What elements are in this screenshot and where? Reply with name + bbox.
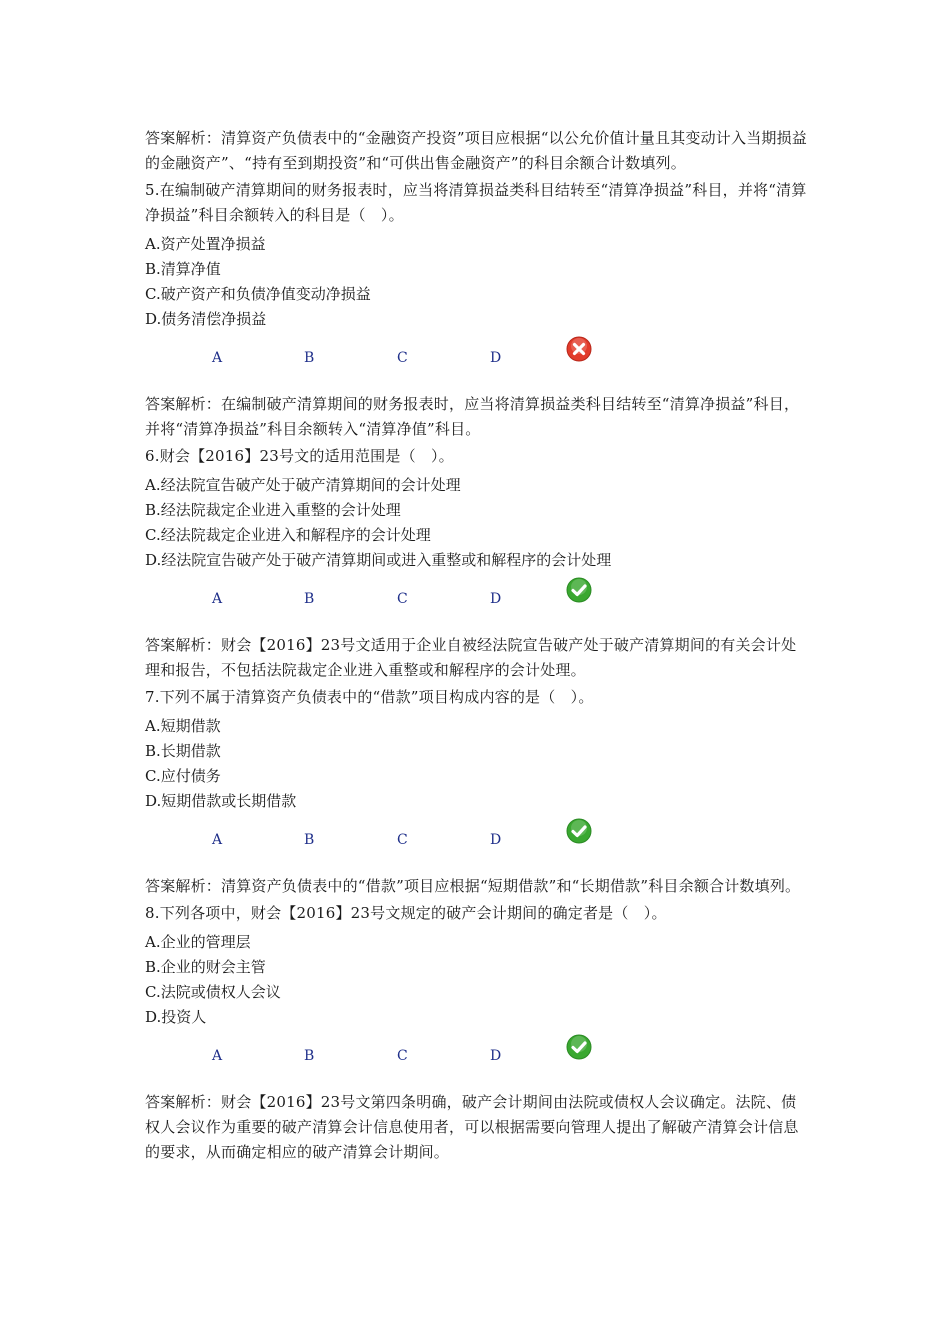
option-a: A.短期借款 [145, 717, 221, 735]
choice-c[interactable]: C [397, 350, 408, 366]
question-block-7 [145, 685, 810, 899]
question-text: 6.财会【2016】23号文的适用范围是（ ）。 [145, 447, 454, 465]
choice-b[interactable]: B [304, 591, 315, 607]
answer-analysis: 答案解析：清算资产负债表中的“金融资产投资”项目应根据“以公允价值计量且其变动计入当期损益的金融资产”、“持有至到期投资”和“可供出售金融资产”的科目余额合计数填列。 [145, 129, 808, 172]
answer-analysis: 答案解析：财会【2016】23号文第四条明确，破产会计期间由法院或债权人会议确定。法院、债权人会议作为重要的破产清算会计信息使用者，可以根据需要向管理人提出了解破产清算会计信息的要求，从而确定相应的破产清算会计期间。 [145, 1093, 799, 1161]
choice-a[interactable]: A [212, 1048, 223, 1064]
question-block-6 [145, 444, 810, 683]
choice-c[interactable]: C [397, 832, 408, 848]
answer-analysis: 答案解析：清算资产负债表中的“借款”项目应根据“短期借款”和“长期借款”科目余额合计数填列。 [145, 877, 801, 895]
x-circle-icon [566, 336, 592, 362]
option-c: C.应付债务 [145, 767, 221, 785]
option-c: C.法院或债权人会议 [145, 983, 281, 1001]
question-block-8 [145, 901, 810, 1165]
option-c: C.经法院裁定企业进入和解程序的会计处理 [145, 526, 431, 544]
option-b: B.企业的财会主管 [145, 958, 266, 976]
answer-analysis: 答案解析：在编制破产清算期间的财务报表时，应当将清算损益类科目结转至“清算净损益”科目，并将“清算净损益”科目余额转入“清算净值”科目。 [145, 395, 800, 438]
choice-d[interactable]: D [490, 350, 502, 366]
option-a: A.资产处置净损益 [145, 235, 266, 253]
answer-choices [145, 577, 810, 619]
answer-analysis: 答案解析：财会【2016】23号文适用于企业自被经法院宣告破产处于破产清算期间的有关会计处理和报告，不包括法院裁定企业进入重整或和解程序的会计处理。 [145, 636, 797, 679]
answer-choices [145, 336, 810, 378]
choice-b[interactable]: B [304, 832, 315, 848]
choice-c[interactable]: C [397, 1048, 408, 1064]
document-page [145, 126, 810, 1167]
check-circle-icon [566, 818, 592, 844]
question-text: 7.下列不属于清算资产负债表中的“借款”项目构成内容的是（ ）。 [145, 688, 594, 706]
answer-choices [145, 1034, 810, 1076]
choice-d[interactable]: D [490, 832, 502, 848]
option-d: D.债务清偿净损益 [145, 310, 267, 328]
option-b: B.长期借款 [145, 742, 221, 760]
option-b: B.经法院裁定企业进入重整的会计处理 [145, 501, 401, 519]
option-d: D.经法院宣告破产处于破产清算期间或进入重整或和解程序的会计处理 [145, 551, 612, 569]
choice-c[interactable]: C [397, 591, 408, 607]
question-text: 5.在编制破产清算期间的财务报表时，应当将清算损益类科目结转至“清算净损益”科目，并将“清算净损益”科目余额转入的科目是（ ）。 [145, 181, 807, 224]
option-b: B.清算净值 [145, 260, 221, 278]
option-c: C.破产资产和负债净值变动净损益 [145, 285, 371, 303]
question-text: 8.下列各项中，财会【2016】23号文规定的破产会计期间的确定者是（ ）。 [145, 904, 667, 922]
choice-d[interactable]: D [490, 591, 502, 607]
option-a: A.经法院宣告破产处于破产清算期间的会计处理 [145, 476, 461, 494]
choice-a[interactable]: A [212, 832, 223, 848]
question-block-5 [145, 178, 810, 442]
check-circle-icon [566, 1034, 592, 1060]
choice-a[interactable]: A [212, 350, 223, 366]
option-d: D.短期借款或长期借款 [145, 792, 297, 810]
answer-choices [145, 818, 810, 860]
choice-b[interactable]: B [304, 350, 315, 366]
option-a: A.企业的管理层 [145, 933, 251, 951]
choice-b[interactable]: B [304, 1048, 315, 1064]
choice-a[interactable]: A [212, 591, 223, 607]
option-d: D.投资人 [145, 1008, 207, 1026]
choice-d[interactable]: D [490, 1048, 502, 1064]
check-circle-icon [566, 577, 592, 603]
